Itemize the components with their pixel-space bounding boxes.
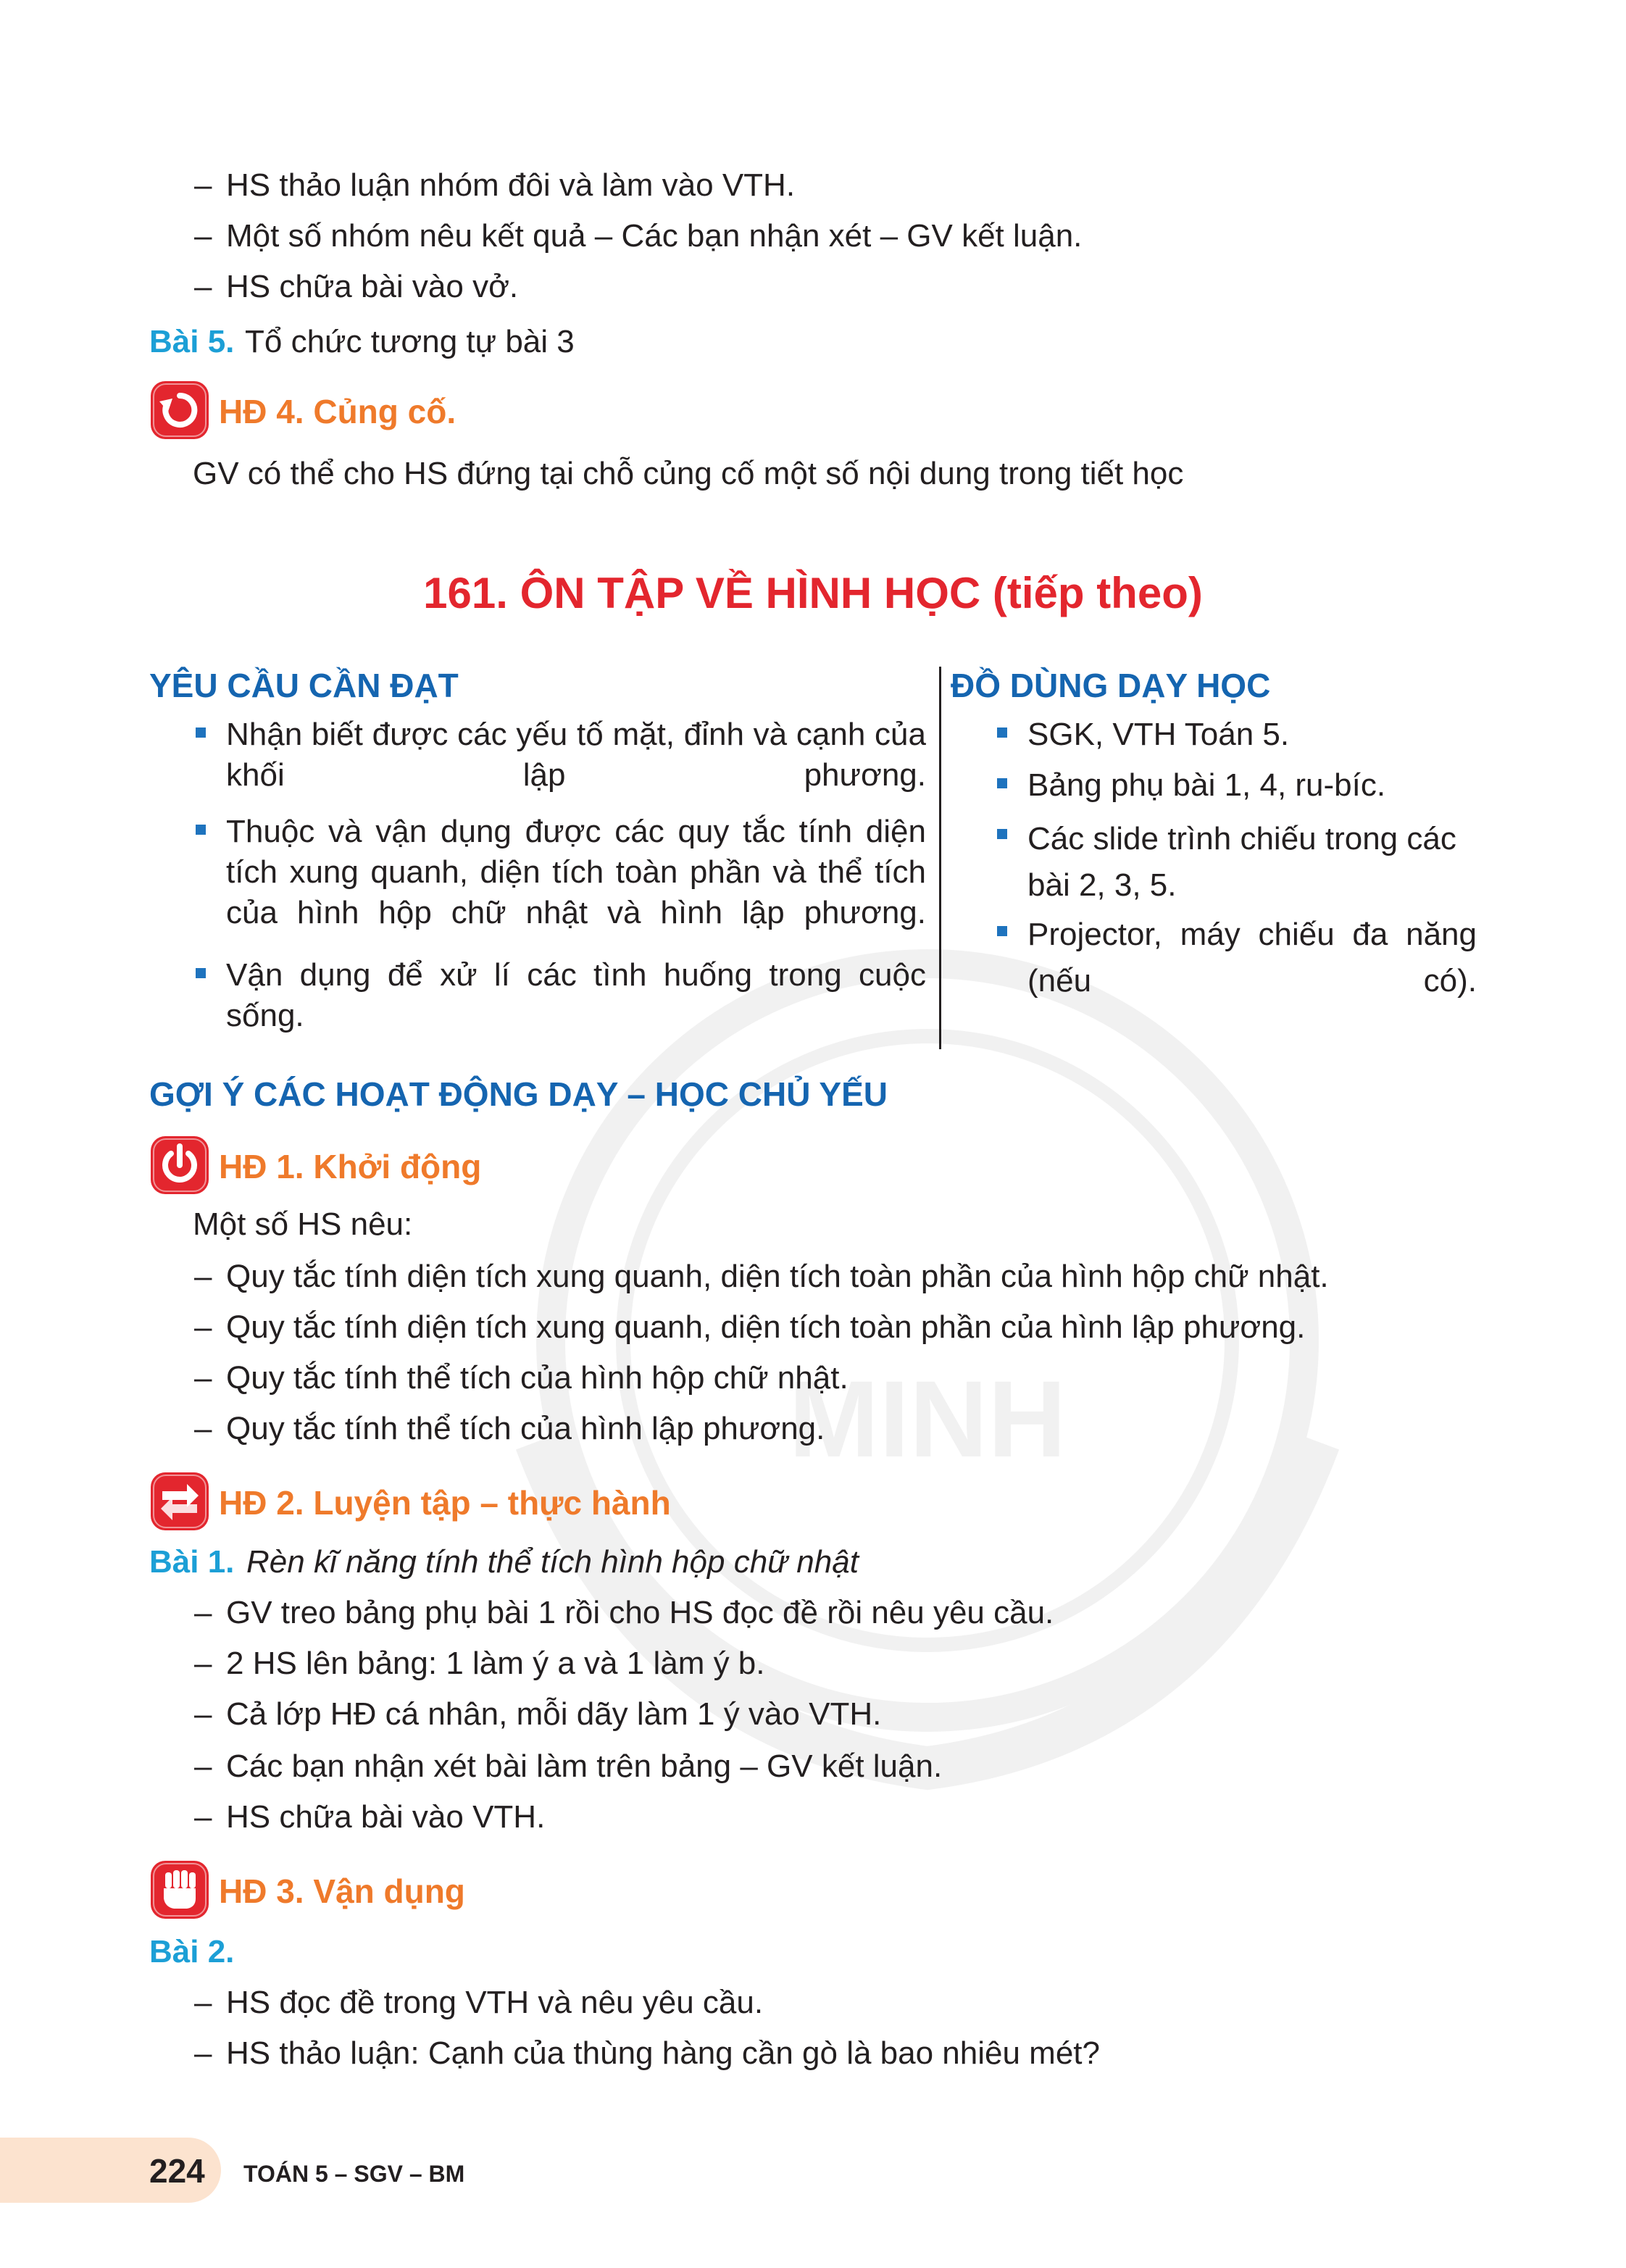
- bullet-marker: [196, 727, 206, 738]
- book-title: TOÁN 5 – SGV – BM: [243, 2161, 465, 2187]
- bai5-text: Tổ chức tương tự bài 3: [245, 324, 575, 359]
- list-item: GV treo bảng phụ bài 1 rồi cho HS đọc đề rồi nêu yêu cầu.: [226, 1595, 1054, 1630]
- hd1-intro: Một số HS nêu:: [193, 1206, 413, 1242]
- fist-icon: [149, 1859, 210, 1920]
- list-item: Quy tắc tính diện tích xung quanh, diện tích toàn phần của hình hộp chữ nhật.: [226, 1259, 1329, 1294]
- hd1-title: HĐ 1. Khởi động: [219, 1148, 482, 1185]
- dash-marker: –: [194, 1411, 212, 1446]
- bai1-label: Bài 1.: [149, 1544, 235, 1580]
- requirement-item: Thuộc và vận dụng được các quy tắc tính diện tích xung quanh, diện tích toàn phần và thể tích của hình hộp chữ nhật và hình lập phương.: [226, 814, 926, 930]
- bullet-marker: [997, 926, 1007, 936]
- dash-marker: –: [194, 269, 212, 304]
- list-item: 2 HS lên bảng: 1 làm ý a và 1 làm ý b.: [226, 1646, 765, 1681]
- list-item: Cả lớp HĐ cá nhân, mỗi dãy làm 1 ý vào VTH.: [226, 1696, 882, 1732]
- dash-marker: –: [194, 2035, 212, 2071]
- dash-marker: –: [194, 218, 212, 254]
- power-icon: [149, 1135, 210, 1196]
- list-item: Quy tắc tính diện tích xung quanh, diện tích toàn phần của hình lập phương.: [226, 1309, 1306, 1345]
- bai2-label: Bài 2.: [149, 1934, 235, 1969]
- list-item: HS thảo luận nhóm đôi và làm vào VTH.: [226, 167, 796, 203]
- requirements-heading: YÊU CẦU CẦN ĐẠT: [149, 667, 459, 704]
- dash-marker: –: [194, 1360, 212, 1396]
- list-item: HS chữa bài vào vở.: [226, 269, 519, 304]
- dash-marker: –: [194, 1595, 212, 1630]
- exchange-icon: [149, 1471, 210, 1532]
- material-item: Bảng phụ bài 1, 4, ru-bíc.: [1027, 767, 1386, 803]
- material-item: Các slide trình chiếu trong các bài 2, 3, 5.: [1027, 821, 1456, 903]
- list-item: HS chữa bài vào VTH.: [226, 1799, 546, 1835]
- dash-marker: –: [194, 1259, 212, 1294]
- list-item: Quy tắc tính thể tích của hình hộp chữ nhật.: [226, 1360, 849, 1396]
- bullet-marker: [997, 829, 1007, 839]
- column-divider: [939, 667, 941, 1049]
- lesson-title: 161. ÔN TẬP VỀ HÌNH HỌC (tiếp theo): [423, 569, 1203, 617]
- refresh-icon: [149, 380, 210, 441]
- list-item: Một số nhóm nêu kết quả – Các bạn nhận xét – GV kết luận.: [226, 218, 1083, 254]
- bai1-text: Rèn kĩ năng tính thể tích hình hộp chữ nhật: [246, 1544, 859, 1580]
- watermark-text: MINH: [788, 1358, 1067, 1480]
- page-number: 224: [149, 2152, 205, 2190]
- dash-marker: –: [194, 1646, 212, 1681]
- list-item: HS đọc đề trong VTH và nêu yêu cầu.: [226, 1985, 764, 2020]
- requirement-item: Vận dụng để xử lí các tình huống trong cuộc sống.: [226, 957, 926, 1033]
- dash-marker: –: [194, 1799, 212, 1835]
- dash-marker: –: [194, 1985, 212, 2020]
- hd4-text: GV có thể cho HS đứng tại chỗ củng cố một số nội dung trong tiết học: [193, 456, 1184, 491]
- bullet-marker: [997, 778, 1007, 788]
- hd4-title: HĐ 4. Củng cố.: [219, 393, 456, 430]
- requirement-item: Nhận biết được các yếu tố mặt, đỉnh và cạnh của khối lập phương.: [226, 717, 926, 793]
- dash-marker: –: [194, 1309, 212, 1345]
- list-item: Các bạn nhận xét bài làm trên bảng – GV kết luận.: [226, 1748, 943, 1784]
- hd2-title: HĐ 2. Luyện tập – thực hành: [219, 1484, 671, 1522]
- list-item: Quy tắc tính thể tích của hình lập phương.: [226, 1411, 825, 1446]
- bai5-label: Bài 5.: [149, 324, 235, 359]
- dash-marker: –: [194, 1696, 212, 1732]
- dash-marker: –: [194, 1748, 212, 1784]
- dash-marker: –: [194, 167, 212, 203]
- bullet-marker: [997, 727, 1007, 738]
- hd3-title: HĐ 3. Vận dụng: [219, 1872, 465, 1910]
- materials-heading: ĐỒ DÙNG DẠY HỌC: [951, 667, 1271, 704]
- bullet-marker: [196, 825, 206, 835]
- material-item: SGK, VTH Toán 5.: [1027, 717, 1290, 752]
- activities-heading: GỢI Ý CÁC HOẠT ĐỘNG DẠY – HỌC CHỦ YẾU: [149, 1075, 888, 1113]
- material-item: Projector, máy chiếu đa năng (nếu có).: [1027, 917, 1477, 998]
- bullet-marker: [196, 968, 206, 978]
- list-item: HS thảo luận: Cạnh của thùng hàng cần gò là bao nhiêu mét?: [226, 2035, 1101, 2071]
